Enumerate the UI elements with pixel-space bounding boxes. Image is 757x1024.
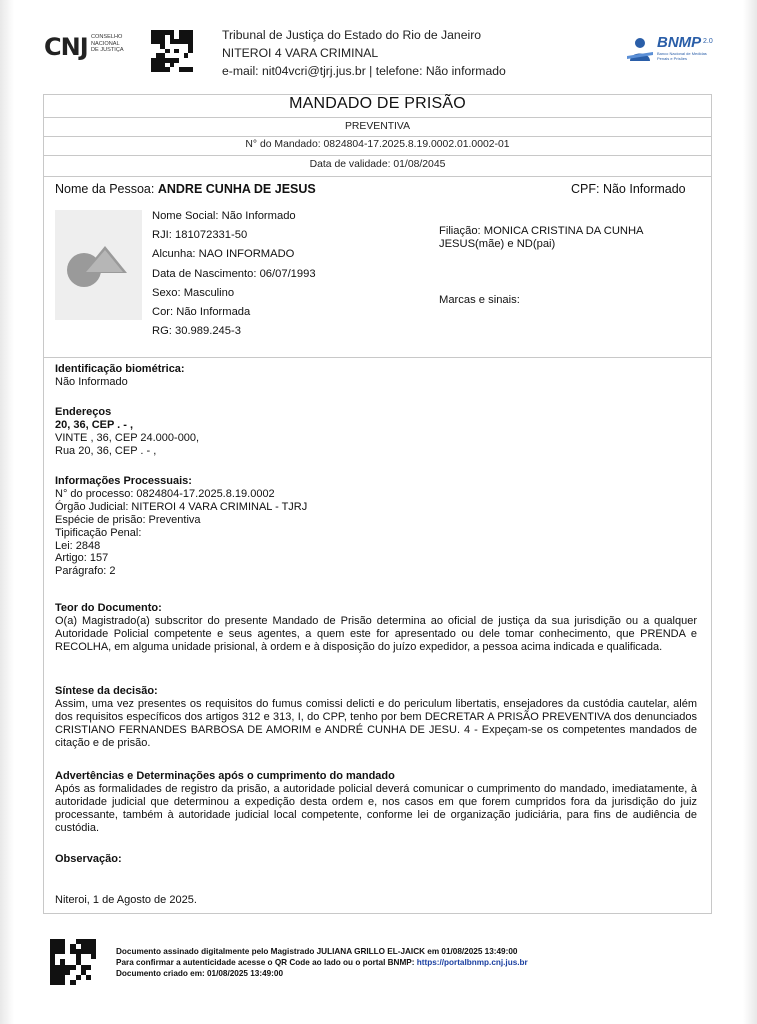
decision-summary-text: Assim, uma vez presentes os requisitos do fumus comissi delicti e do periculum libertatis, ensejadores da custódia cautelar, além dos requisitos específicos dos artigos 312 e 313, I, do CPP, tenho por bem DECRETAR A PRISÃO PREVENTIVA dos denunciados CRISTIANO FERNANDES BARBOSA DE AMORIM e ANDRÉ CUNHA DE JESU. 4 - Expeçam-se os competentes mandados de citação e de prisão. — [55, 697, 697, 749]
rg: RG: 30.989.245-3 — [152, 325, 241, 338]
created-line: Documento criado em: 01/08/2025 13:49:00 — [116, 969, 284, 978]
photo-placeholder-icon — [55, 210, 142, 320]
penal-typification: Tipificação Penal: — [55, 526, 142, 539]
bnmp-name: BNMP — [657, 34, 702, 51]
divider — [43, 357, 712, 358]
warnings-section — [55, 770, 697, 835]
alias: Alcunha: NAO INFORMADO — [152, 248, 295, 261]
place-date: Niteroi, 1 de Agosto de 2025. — [55, 894, 197, 906]
biometric-value: Não Informado — [55, 375, 128, 388]
biometric-heading: Identificação biométrica: — [55, 363, 185, 375]
signature-line: Documento assinado digitalmente pelo Magistrado JULIANA GRILLO EL-JAICK em 01/08/2025 13:49:00 — [116, 947, 518, 956]
divider — [43, 155, 712, 156]
decision-summary-section — [55, 685, 697, 750]
person-cpf: CPF: Não Informado — [571, 182, 686, 196]
document-content-section — [55, 602, 697, 654]
cnj-subtitle: CONSELHO NACIONAL DE JUSTIÇA — [91, 34, 124, 54]
person-details — [152, 207, 316, 341]
bnmp-subtitle: Banco Nacional de Medidas Penais e Prisões — [657, 51, 707, 61]
address-primary: 20, 36, CEP . - , — [55, 418, 134, 431]
confirm-line: Para confirmar a autenticidade acesse o QR Code ao lado ou o portal BNMP: https://portalbnmp.cnj.jus.br — [116, 958, 528, 967]
court-contact: e-mail: nit04vcri@tjrj.jus.br | telefone: Não informado — [222, 64, 506, 78]
qr-code-icon — [50, 939, 96, 985]
addresses-heading: Endereços — [55, 406, 112, 418]
filiation: Filiação: MONICA CRISTINA DA CUNHA JESUS(mãe) e ND(pai) — [439, 225, 643, 250]
cnj-mark: CNJ — [44, 33, 88, 61]
person-name-value: ANDRE CUNHA DE JESUS — [157, 182, 316, 196]
bnmp-emblem-icon — [627, 36, 653, 62]
divider — [43, 176, 712, 177]
decision-summary-heading: Síntese da decisão: — [55, 685, 158, 697]
bnmp-portal-link[interactable]: https://portalbnmp.cnj.jus.br — [416, 958, 528, 967]
sex: Sexo: Masculino — [152, 286, 235, 299]
warrant-title: MANDADO DE PRISÃO — [289, 95, 466, 112]
process-number: N° do processo: 0824804-17.2025.8.19.0002 — [55, 487, 275, 500]
address-line: Rua 20, 36, CEP . - , — [55, 444, 157, 457]
warrant-type: PREVENTIVA — [344, 121, 411, 132]
process-section — [55, 475, 697, 578]
document-content-text: O(a) Magistrado(a) subscritor do presente Mandado de Prisão determina ao oficial de justiça da sua jurisdição ou a qualquer Autoridade Policial competente e seus agentes, a quem este for apresentado ou dele tomar conhecimento, que PRENDA e RECOLHA, em alguma unidade prisional, à ordem e à disposição do juízo expedidor, a pessoa acima indicada e qualificada. — [55, 614, 697, 653]
paragraph: Parágrafo: 2 — [55, 565, 116, 578]
court-name: Tribunal de Justiça do Estado do Rio de Janeiro — [222, 28, 482, 42]
observation-section — [55, 853, 697, 866]
qr-module — [188, 67, 193, 72]
law: Lei: 2848 — [55, 539, 101, 552]
document-content-heading: Teor do Documento: — [55, 602, 162, 614]
warnings-text: Após as formalidades de registro da prisão, a autoridade policial deverá comunicar o cumprimento do mandado, imediatamente, à autoridade judicial que determinou a expedição desta ordem e, nos casos em que forem cumpridos fora da jurisdição do juiz processante, também à autoridade judicial local competente, conforme lei de organização judiciária, para fins de audiência de custódia. — [55, 782, 697, 834]
signature-footer — [116, 946, 528, 979]
address-line: VINTE , 36, CEP 24.000-000, — [55, 431, 200, 444]
warrant-number: N° do Mandado: 0824804-17.2025.8.19.0002.01.0002-01 — [245, 139, 510, 150]
divider — [43, 136, 712, 137]
divider — [43, 117, 712, 118]
birth-date: Data de Nascimento: 06/07/1993 — [152, 267, 316, 280]
addresses-section — [55, 406, 697, 458]
person-name: Nome da Pessoa: ANDRE CUNHA DE JESUS — [55, 182, 316, 196]
biometric-section — [55, 363, 697, 389]
warnings-heading: Advertências e Determinações após o cumprimento do mandado — [55, 770, 395, 782]
judicial-body: Órgão Judicial: NITEROI 4 VARA CRIMINAL - TJRJ — [55, 500, 308, 513]
person-photo-placeholder — [55, 210, 142, 320]
article: Artigo: 157 — [55, 552, 109, 565]
bnmp-version: 2.0 — [703, 38, 713, 45]
court-unit: NITEROI 4 VARA CRIMINAL — [222, 46, 379, 60]
cnj-logo — [44, 33, 140, 61]
qr-module — [91, 980, 96, 985]
social-name: Nome Social: Não Informado — [152, 210, 296, 222]
rji: RJI: 181072331-50 — [152, 229, 248, 242]
qr-code-icon — [151, 30, 193, 72]
process-heading: Informações Processuais: — [55, 475, 192, 487]
observation-heading: Observação: — [55, 853, 122, 865]
color: Cor: Não Informada — [152, 306, 251, 319]
prison-type: Espécie de prisão: Preventiva — [55, 513, 201, 526]
bnmp-logo — [627, 34, 737, 64]
court-info — [222, 26, 506, 80]
warrant-validity: Data de validade: 01/08/2045 — [309, 159, 446, 170]
marks-and-signs: Marcas e sinais: — [439, 294, 520, 306]
